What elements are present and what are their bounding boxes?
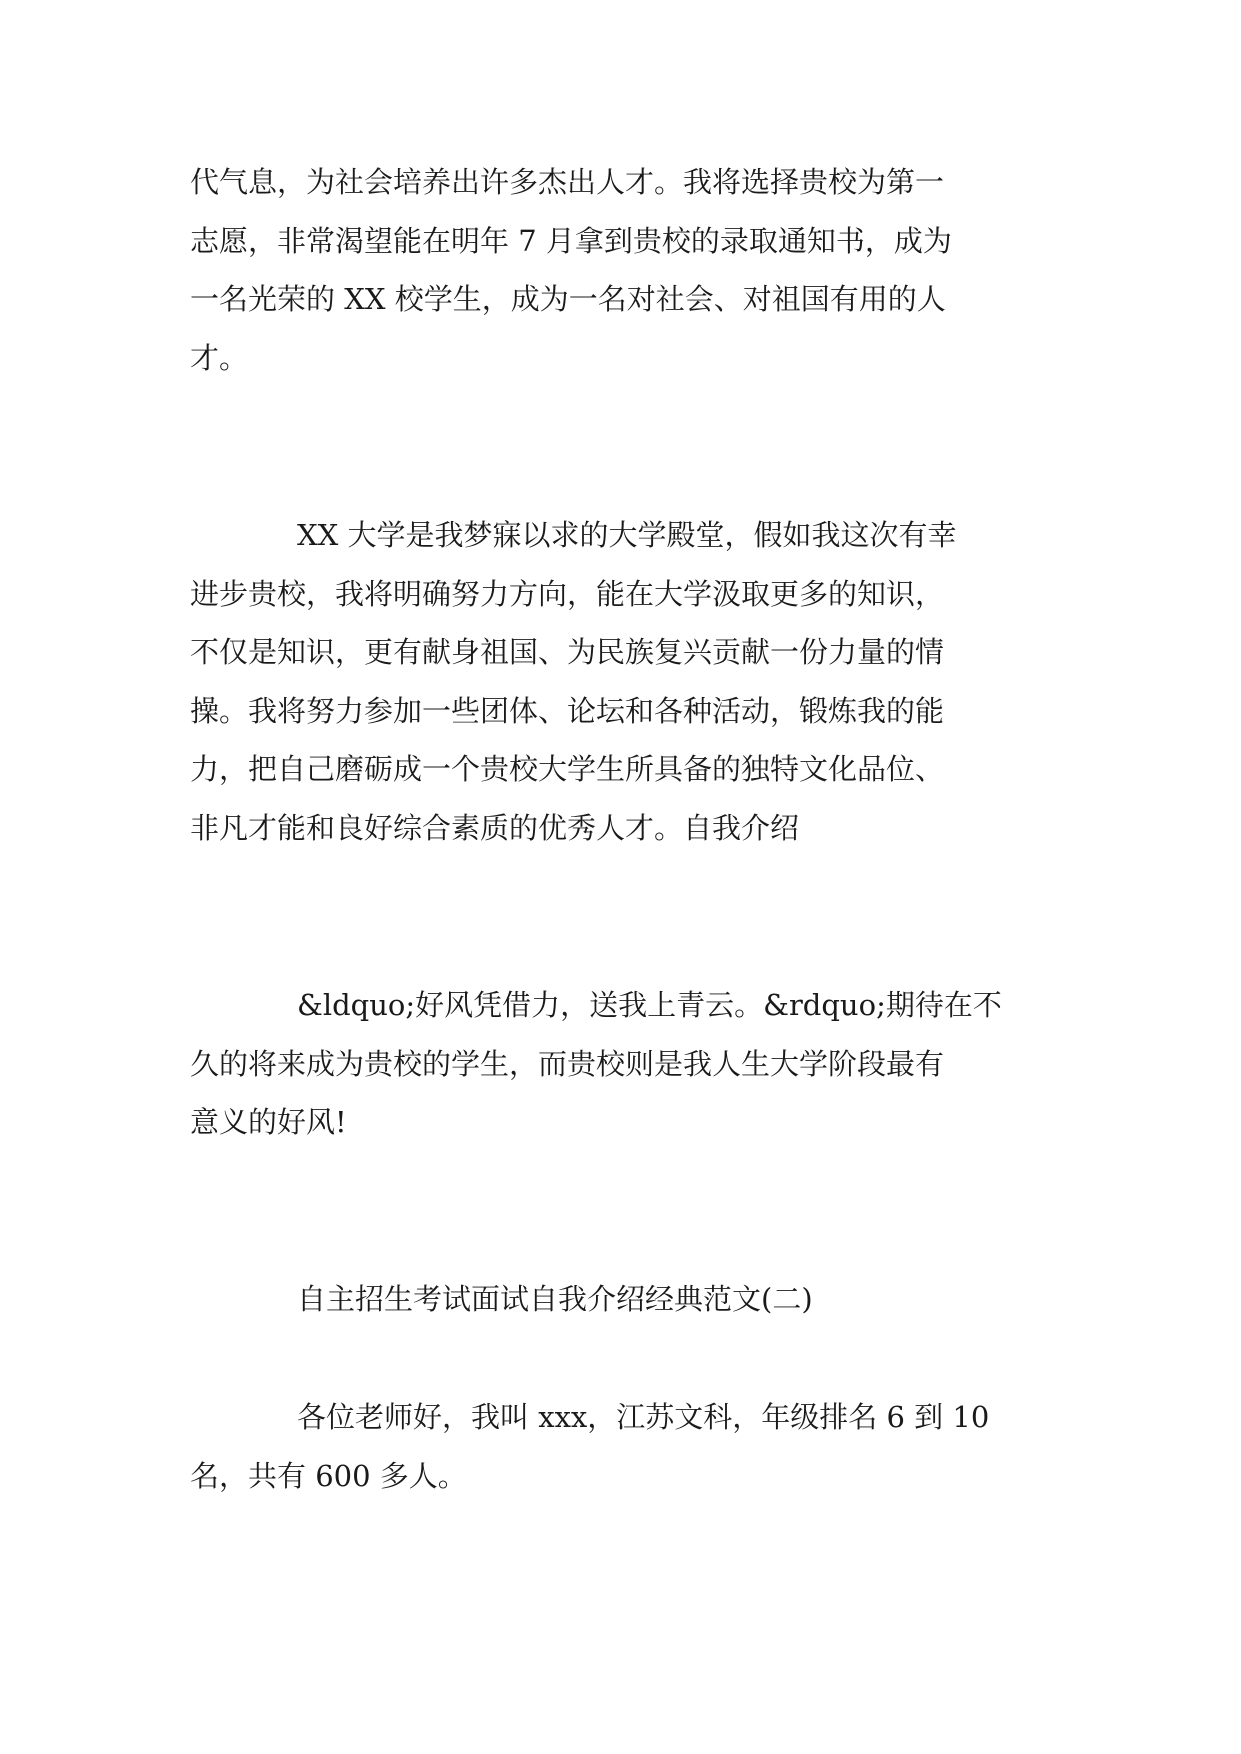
paragraph-1-line-4: 才。: [190, 341, 249, 375]
paragraph-2-line-1: XX 大学是我梦寐以求的大学殿堂，假如我这次有幸: [297, 518, 957, 552]
paragraph-1-line-1: 代气息，为社会培养出许多杰出人才。我将选择贵校为第一: [190, 165, 945, 199]
paragraph-3-line-3: 意义的好风!: [190, 1105, 347, 1139]
paragraph-2-line-3: 不仅是知识，更有献身祖国、为民族复兴贡献一份力量的情: [190, 635, 945, 669]
paragraph-2-line-6: 非凡才能和良好综合素质的优秀人才。自我介绍: [190, 811, 800, 845]
paragraph-3-line-1: &ldquo;好风凭借力，送我上青云。&rdquo;期待在不: [297, 988, 1002, 1022]
section-heading: 自主招生考试面试自我介绍经典范文(二): [297, 1282, 813, 1316]
paragraph-3-line-2: 久的将来成为贵校的学生，而贵校则是我人生大学阶段最有: [190, 1047, 945, 1081]
paragraph-2-line-4: 操。我将努力参加一些团体、论坛和各种活动，锻炼我的能: [190, 694, 945, 728]
paragraph-1-line-2: 志愿，非常渴望能在明年 7 月拿到贵校的录取通知书，成为: [190, 224, 952, 258]
paragraph-2-line-2: 进步贵校，我将明确努力方向，能在大学汲取更多的知识，: [190, 577, 945, 611]
paragraph-2-line-5: 力，把自己磨砺成一个贵校大学生所具备的独特文化品位、: [190, 752, 945, 786]
paragraph-5-line-1: 各位老师好，我叫 xxx，江苏文科，年级排名 6 到 10: [297, 1400, 990, 1434]
paragraph-1-line-3: 一名光荣的 XX 校学生，成为一名对社会、对祖国有用的人: [190, 282, 946, 316]
paragraph-5-line-2: 名，共有 600 多人。: [190, 1459, 467, 1493]
